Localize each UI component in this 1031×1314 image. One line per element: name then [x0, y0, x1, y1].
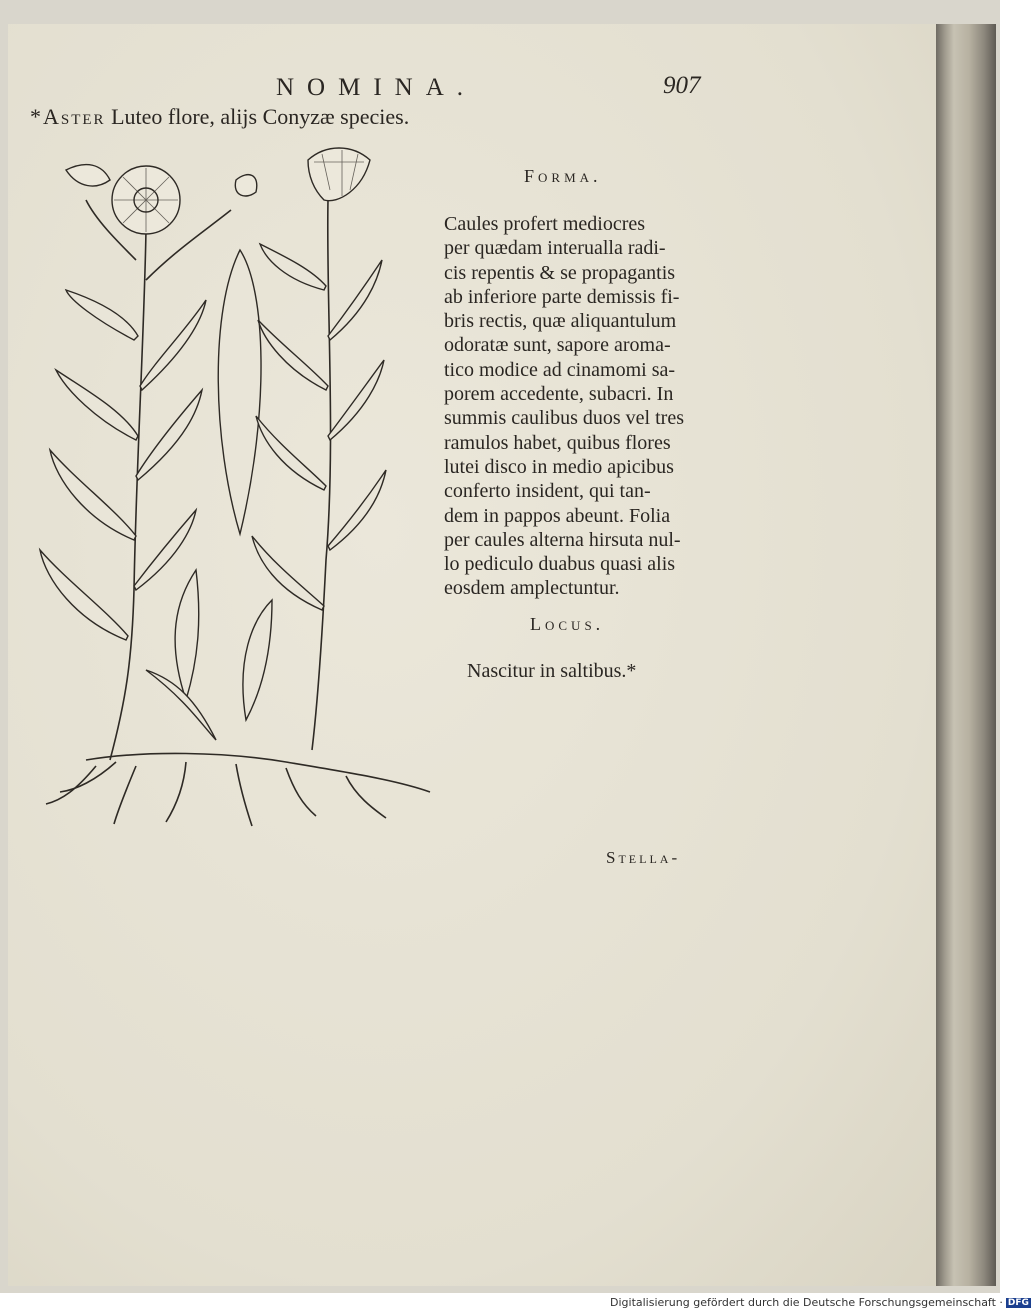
text-line: ramulos habet, quibus flores	[444, 431, 671, 454]
running-header: NOMINA.	[276, 74, 477, 101]
text-line: eosdem amplectuntur.	[444, 577, 620, 600]
text-line: lutei disco in medio apicibus	[444, 455, 674, 478]
page-edge	[936, 24, 996, 1286]
text-line: ab inferiore parte demissis fi-	[444, 285, 680, 308]
caption-lead: *Aster	[30, 104, 106, 129]
text-line: dem in pappos abeunt. Folia	[444, 504, 671, 527]
text-line: Caules profert mediocres	[444, 213, 646, 235]
text-line: summis caulibus duos vel tres	[444, 407, 684, 430]
figure-caption	[30, 104, 409, 130]
text-line: cis repentis & se propagantis	[444, 261, 676, 284]
text-line: per caules alterna hirsuta nul-	[444, 528, 681, 551]
text-line: porem accedente, subacri. In	[444, 383, 674, 406]
credit-text: Digitalisierung gefördert durch die Deutsche Forschungsgemeinschaft ·	[610, 1296, 1003, 1309]
text-line: bris rectis, quæ aliquantulum	[444, 310, 677, 333]
section-heading-forma: Forma.	[524, 166, 602, 186]
dfg-logo: DFG	[1007, 1298, 1029, 1308]
digitization-credit	[610, 1296, 1031, 1309]
locus-paragraph: Nascitur in saltibus.*	[467, 660, 637, 682]
catchword: Stella-	[606, 848, 681, 867]
text-line: tico modice ad cinamomi sa-	[444, 358, 676, 381]
forma-paragraph	[444, 212, 704, 601]
caption-rest: Luteo flore, alijs Conyzæ species.	[105, 104, 410, 129]
text-line: conferto insident, qui tan-	[444, 480, 651, 503]
plant-woodcut-illustration	[26, 140, 438, 830]
text-line: odoratæ sunt, sapore aroma-	[444, 334, 671, 357]
section-heading-locus: Locus.	[530, 614, 605, 634]
text-line: lo pediculo duabus quasi alis	[444, 553, 676, 576]
page-number: 907	[663, 72, 701, 99]
text-line: per quædam interualla radi-	[444, 237, 666, 260]
